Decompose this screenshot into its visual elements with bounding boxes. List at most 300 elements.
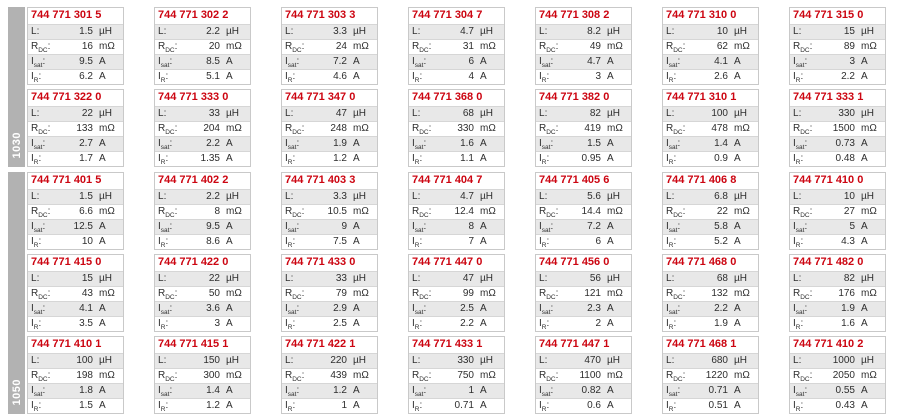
spec-label <box>539 369 558 384</box>
spec-label-symbol: L <box>539 272 545 284</box>
part-card <box>154 254 251 332</box>
spec-label-colon: : <box>798 190 802 202</box>
spec-row-rdc <box>663 39 758 54</box>
spec-label <box>539 137 553 152</box>
spec-label-subscript: DC <box>38 293 48 301</box>
spec-label-colon: : <box>804 384 808 396</box>
spec-label-colon: : <box>800 70 804 82</box>
spec-label <box>158 235 168 250</box>
spec-value: 2.9 <box>333 303 347 314</box>
spec-unit: µH <box>480 273 493 284</box>
spec-label <box>412 122 431 137</box>
spec-label-colon: : <box>417 190 421 202</box>
spec-label-subscript: DC <box>800 46 810 54</box>
spec-row-isat <box>409 301 504 316</box>
spec-value: 0.9 <box>714 153 728 164</box>
spec-value: 4.1 <box>79 303 93 314</box>
spec-label-colon: : <box>174 287 178 299</box>
spec-label <box>666 107 674 122</box>
spec-label-subscript: sat <box>414 61 424 69</box>
spec-value: 49 <box>589 41 601 52</box>
spec-label-symbol: R <box>539 287 547 299</box>
spec-label-colon: : <box>174 369 178 381</box>
spec-label-colon: : <box>165 152 169 164</box>
spec-label <box>539 235 549 250</box>
spec-label-subscript: sat <box>668 390 678 398</box>
spec-label-subscript: sat <box>414 308 424 316</box>
spec-value: 20 <box>208 41 220 52</box>
spec-value: 330 <box>838 108 855 119</box>
spec-label-symbol: I <box>666 235 669 247</box>
part-number: 744 771 422 1 <box>285 338 356 350</box>
spec-label-subscript: R <box>414 405 420 413</box>
spec-label-symbol: I <box>412 220 415 232</box>
spec-label-subscript: R <box>795 158 801 166</box>
card-row <box>27 89 886 167</box>
spec-label-symbol: I <box>285 384 288 396</box>
spec-unit: A <box>480 400 487 411</box>
spec-label-colon: : <box>290 354 294 366</box>
spec-label-colon: : <box>682 369 686 381</box>
spec-value: 68 <box>462 108 474 119</box>
spec-unit: A <box>607 385 614 396</box>
spec-label-subscript: R <box>287 323 293 331</box>
spec-value: 0.71 <box>454 400 474 411</box>
spec-label <box>666 40 685 55</box>
spec-value: 12.4 <box>454 206 474 217</box>
part-number: 744 771 333 0 <box>158 91 229 103</box>
spec-row-l <box>28 106 123 121</box>
spec-label-colon: : <box>555 40 559 52</box>
spec-label <box>539 25 547 40</box>
spec-label <box>666 122 685 137</box>
spec-row-isat <box>155 301 250 316</box>
spec-row-rdc <box>155 368 250 383</box>
spec-unit: A <box>861 318 868 329</box>
spec-unit: A <box>99 56 106 67</box>
spec-label-colon: : <box>47 287 51 299</box>
spec-label <box>31 122 50 137</box>
spec-row-rdc <box>790 39 885 54</box>
spec-label-symbol: I <box>412 235 415 247</box>
part-number: 744 771 401 5 <box>31 174 102 186</box>
spec-label-subscript: DC <box>292 46 302 54</box>
spec-label-symbol: I <box>158 220 161 232</box>
spec-label-subscript: DC <box>800 211 810 219</box>
spec-label-colon: : <box>423 302 427 314</box>
spec-value: 22 <box>716 206 728 217</box>
spec-row-rdc <box>28 286 123 301</box>
spec-label-symbol: R <box>793 205 801 217</box>
spec-row-isat <box>28 301 123 316</box>
spec-label-subscript: DC <box>292 211 302 219</box>
part-card <box>662 254 759 332</box>
spec-label-colon: : <box>804 137 808 149</box>
spec-value: 7.5 <box>333 236 347 247</box>
spec-label-subscript: DC <box>38 46 48 54</box>
spec-label-colon: : <box>290 25 294 37</box>
spec-row-isat <box>663 54 758 69</box>
spec-label <box>793 354 801 369</box>
spec-value: 43 <box>81 288 93 299</box>
spec-unit: A <box>480 153 487 164</box>
spec-unit: mΩ <box>861 123 877 134</box>
spec-label <box>539 220 553 235</box>
spec-value: 150 <box>203 355 220 366</box>
spec-label <box>31 317 41 332</box>
spec-row-ir <box>409 316 504 331</box>
spec-label-symbol: R <box>158 205 166 217</box>
spec-label-symbol: L <box>666 107 672 119</box>
spec-row-isat <box>155 219 250 234</box>
spec-label-colon: : <box>165 399 169 411</box>
spec-label-colon: : <box>163 25 167 37</box>
spec-label-colon: : <box>673 152 677 164</box>
spec-label <box>31 384 45 399</box>
spec-label <box>539 190 547 205</box>
spec-label-colon: : <box>428 40 432 52</box>
spec-label-subscript: DC <box>419 46 429 54</box>
part-card <box>789 172 886 250</box>
spec-value: 100 <box>76 355 93 366</box>
spec-label-symbol: R <box>793 369 801 381</box>
spec-value: 750 <box>457 370 474 381</box>
spec-value: 478 <box>711 123 728 134</box>
spec-value: 198 <box>76 370 93 381</box>
spec-label-symbol: R <box>793 122 801 134</box>
part-number: 744 771 468 0 <box>666 256 737 268</box>
spec-label-subscript: R <box>33 241 39 249</box>
spec-label-colon: : <box>798 107 802 119</box>
spec-value: 4.3 <box>841 236 855 247</box>
series-label: 1050 <box>10 378 23 405</box>
spec-label-symbol: L <box>31 190 37 202</box>
spec-value: 204 <box>203 123 220 134</box>
spec-label <box>412 272 420 287</box>
spec-label <box>793 399 803 414</box>
spec-label <box>285 107 293 122</box>
spec-value: 4.7 <box>460 26 474 37</box>
spec-label-subscript: sat <box>33 308 43 316</box>
spec-label-symbol: I <box>31 220 34 232</box>
spec-label-subscript: DC <box>673 211 683 219</box>
spec-row-isat <box>409 54 504 69</box>
spec-label-symbol: I <box>793 55 796 67</box>
spec-label <box>412 302 426 317</box>
part-card <box>535 7 632 85</box>
spec-unit: µH <box>734 191 747 202</box>
spec-label-colon: : <box>673 399 677 411</box>
spec-label-colon: : <box>301 122 305 134</box>
spec-label-subscript: sat <box>160 390 170 398</box>
spec-row-isat <box>536 219 631 234</box>
spec-row-isat <box>790 383 885 398</box>
spec-label <box>539 287 558 302</box>
spec-label-subscript: R <box>414 158 420 166</box>
spec-row-l <box>790 271 885 286</box>
spec-label-subscript: R <box>414 76 420 84</box>
spec-unit: A <box>734 303 741 314</box>
spec-label-subscript: R <box>668 76 674 84</box>
spec-label-symbol: L <box>539 190 545 202</box>
spec-value: 2.7 <box>79 138 93 149</box>
spec-value: 1000 <box>832 355 855 366</box>
spec-label-colon: : <box>296 384 300 396</box>
spec-label <box>793 190 801 205</box>
spec-unit: A <box>607 56 614 67</box>
spec-label-symbol: I <box>31 137 34 149</box>
spec-label-subscript: sat <box>160 308 170 316</box>
spec-label-symbol: I <box>539 317 542 329</box>
spec-label-colon: : <box>544 25 548 37</box>
spec-label <box>285 25 293 40</box>
spec-label <box>412 399 422 414</box>
spec-label <box>285 190 293 205</box>
part-card <box>27 172 124 250</box>
spec-label <box>666 55 680 70</box>
spec-label-colon: : <box>38 70 42 82</box>
spec-unit: A <box>861 236 868 247</box>
spec-label <box>539 40 558 55</box>
spec-value: 1 <box>341 400 347 411</box>
spec-unit: A <box>607 236 614 247</box>
spec-unit: mΩ <box>480 288 496 299</box>
spec-label <box>793 205 812 220</box>
spec-unit: A <box>226 221 233 232</box>
spec-value: 0.73 <box>835 138 855 149</box>
spec-label <box>412 384 426 399</box>
part-card <box>789 89 886 167</box>
spec-label-colon: : <box>419 152 423 164</box>
part-number: 744 771 404 7 <box>412 174 483 186</box>
part-card <box>408 254 505 332</box>
spec-unit: mΩ <box>353 123 369 134</box>
part-card <box>281 254 378 332</box>
spec-label <box>31 55 45 70</box>
spec-label-symbol: I <box>158 302 161 314</box>
spec-label-subscript: DC <box>673 46 683 54</box>
spec-label-symbol: R <box>666 40 674 52</box>
spec-row-l <box>282 106 377 121</box>
spec-label-colon: : <box>428 205 432 217</box>
spec-label-symbol: R <box>158 122 166 134</box>
spec-value: 2.2 <box>460 318 474 329</box>
spec-label-symbol: L <box>793 25 799 37</box>
spec-label-colon: : <box>677 220 681 232</box>
spec-label-subscript: DC <box>546 128 556 136</box>
spec-row-isat <box>663 219 758 234</box>
spec-label-symbol: I <box>412 70 415 82</box>
spec-label <box>793 137 807 152</box>
spec-value: 1.5 <box>79 26 93 37</box>
spec-value: 31 <box>462 41 474 52</box>
spec-label-symbol: R <box>412 287 420 299</box>
spec-label-subscript: R <box>287 241 293 249</box>
spec-label-symbol: L <box>412 25 418 37</box>
spec-row-rdc <box>28 204 123 219</box>
spec-row-rdc <box>282 121 377 136</box>
spec-row-rdc <box>28 368 123 383</box>
spec-unit: µH <box>480 191 493 202</box>
spec-unit: A <box>607 400 614 411</box>
spec-unit: mΩ <box>226 288 242 299</box>
spec-unit: A <box>861 138 868 149</box>
spec-row-ir <box>790 151 885 166</box>
spec-label-colon: : <box>546 317 550 329</box>
spec-label-symbol: R <box>31 122 39 134</box>
spec-value: 2.2 <box>206 191 220 202</box>
spec-label-subscript: DC <box>419 211 429 219</box>
spec-label <box>412 354 420 369</box>
spec-value: 8 <box>468 221 474 232</box>
spec-label-symbol: I <box>31 70 34 82</box>
spec-unit: µH <box>353 355 366 366</box>
spec-unit: A <box>99 138 106 149</box>
spec-row-l <box>663 271 758 286</box>
spec-label-symbol: I <box>412 137 415 149</box>
spec-label-symbol: I <box>412 399 415 411</box>
spec-label-symbol: R <box>158 369 166 381</box>
spec-unit: A <box>734 153 741 164</box>
spec-unit: mΩ <box>353 41 369 52</box>
spec-label-subscript: R <box>287 76 293 84</box>
spec-unit: A <box>353 318 360 329</box>
part-number: 744 771 415 0 <box>31 256 102 268</box>
spec-label-subscript: DC <box>419 128 429 136</box>
spec-label-subscript: sat <box>668 143 678 151</box>
spec-row-ir <box>155 398 250 413</box>
spec-value: 1 <box>468 385 474 396</box>
spec-label <box>158 55 172 70</box>
spec-label-symbol: R <box>412 122 420 134</box>
card-rows <box>27 172 886 414</box>
spec-label-colon: : <box>555 287 559 299</box>
spec-label <box>539 317 549 332</box>
spec-label-subscript: sat <box>287 143 297 151</box>
spec-value: 1.4 <box>714 138 728 149</box>
spec-label-colon: : <box>38 152 42 164</box>
spec-label-colon: : <box>417 272 421 284</box>
spec-value: 5.2 <box>714 236 728 247</box>
spec-label <box>539 107 547 122</box>
part-number: 744 771 382 0 <box>539 91 610 103</box>
spec-value: 2.5 <box>333 318 347 329</box>
spec-value: 4.7 <box>460 191 474 202</box>
spec-value: 24 <box>335 41 347 52</box>
spec-unit: A <box>99 385 106 396</box>
spec-unit: A <box>226 400 233 411</box>
spec-label-colon: : <box>417 25 421 37</box>
spec-label-subscript: sat <box>541 143 551 151</box>
spec-label-symbol: I <box>793 152 796 164</box>
spec-label-symbol: I <box>158 152 161 164</box>
spec-label-colon: : <box>169 220 173 232</box>
spec-label <box>412 205 431 220</box>
spec-unit: A <box>861 400 868 411</box>
spec-label <box>31 137 45 152</box>
spec-label-symbol: L <box>158 354 164 366</box>
spec-label <box>31 354 39 369</box>
spec-label-colon: : <box>550 302 554 314</box>
series-label: 1030 <box>10 131 23 158</box>
spec-label-symbol: R <box>412 369 420 381</box>
spec-label-colon: : <box>419 317 423 329</box>
spec-label-colon: : <box>36 25 40 37</box>
spec-label-subscript: sat <box>795 390 805 398</box>
spec-label-symbol: I <box>412 55 415 67</box>
part-number: 744 771 308 2 <box>539 9 610 21</box>
spec-row-l <box>536 189 631 204</box>
spec-label <box>31 287 50 302</box>
spec-label-colon: : <box>419 399 423 411</box>
spec-unit: A <box>353 138 360 149</box>
spec-row-ir <box>155 316 250 331</box>
spec-label <box>158 272 166 287</box>
spec-label-colon: : <box>163 354 167 366</box>
part-number: 744 771 310 1 <box>666 91 737 103</box>
spec-value: 330 <box>457 355 474 366</box>
spec-value: 16 <box>81 41 93 52</box>
spec-unit: A <box>226 71 233 82</box>
spec-unit: A <box>226 318 233 329</box>
spec-label <box>539 70 549 85</box>
spec-value: 100 <box>711 108 728 119</box>
spec-label-colon: : <box>169 137 173 149</box>
spec-unit: µH <box>861 108 874 119</box>
spec-label-subscript: sat <box>668 226 678 234</box>
spec-label-symbol: I <box>666 70 669 82</box>
spec-unit: A <box>861 71 868 82</box>
spec-unit: mΩ <box>353 370 369 381</box>
spec-label-symbol: I <box>158 137 161 149</box>
spec-value: 8 <box>214 206 220 217</box>
spec-label-symbol: L <box>285 107 291 119</box>
spec-label-subscript: R <box>160 323 166 331</box>
spec-label-symbol: I <box>793 70 796 82</box>
spec-label-symbol: I <box>285 235 288 247</box>
spec-label-symbol: I <box>285 55 288 67</box>
spec-row-isat <box>536 54 631 69</box>
spec-value: 9.5 <box>206 221 220 232</box>
spec-label-colon: : <box>671 25 675 37</box>
part-number: 744 771 405 6 <box>539 174 610 186</box>
spec-row-ir <box>155 151 250 166</box>
spec-label-colon: : <box>165 317 169 329</box>
spec-value: 4 <box>468 71 474 82</box>
spec-label-subscript: R <box>33 405 39 413</box>
spec-unit: A <box>99 303 106 314</box>
spec-label-colon: : <box>804 55 808 67</box>
spec-unit: A <box>607 138 614 149</box>
spec-label-symbol: I <box>31 55 34 67</box>
spec-row-rdc <box>663 204 758 219</box>
spec-label-colon: : <box>550 137 554 149</box>
spec-row-l <box>28 189 123 204</box>
spec-value: 7.2 <box>333 56 347 67</box>
spec-unit: µH <box>99 108 112 119</box>
spec-label-colon: : <box>677 384 681 396</box>
spec-label-subscript: sat <box>33 143 43 151</box>
spec-row-l <box>409 189 504 204</box>
spec-value: 4.1 <box>714 56 728 67</box>
spec-label-symbol: I <box>793 137 796 149</box>
spec-label-subscript: sat <box>541 390 551 398</box>
spec-label-subscript: DC <box>546 293 556 301</box>
spec-label-symbol: R <box>412 40 420 52</box>
spec-unit: A <box>99 221 106 232</box>
spec-value: 2.2 <box>206 26 220 37</box>
spec-unit: mΩ <box>734 41 750 52</box>
